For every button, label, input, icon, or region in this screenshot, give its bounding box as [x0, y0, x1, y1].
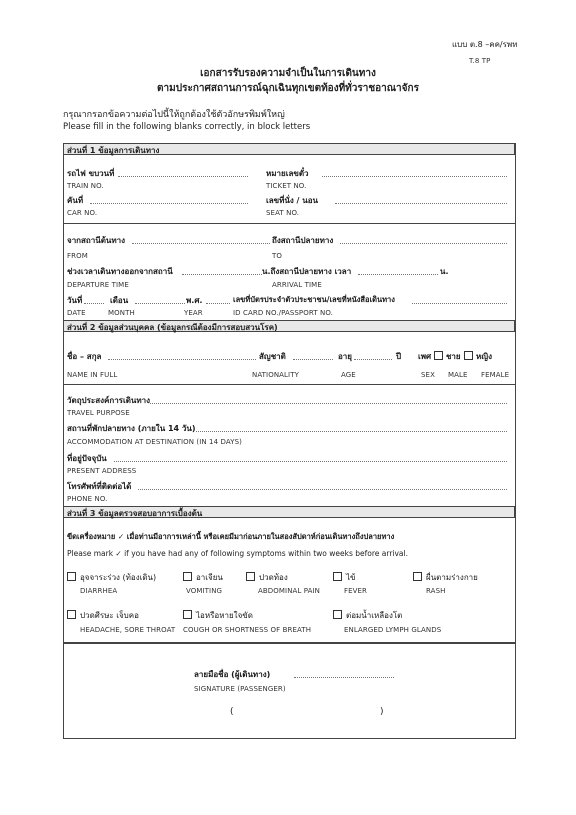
mark-instruction-th: ขีดเครื่องหมาย ✓ เมื่อท่านมีอาการเหล่านี้ หรือเคยมีมาก่อนภายในสองสัปดาห์ก่อนเดินทางถึงปลายทาง: [67, 532, 395, 541]
symptom-rash-th: ผื่นตามร่างกาย: [426, 573, 478, 582]
from-en: FROM: [67, 252, 88, 260]
purpose-en: TRAVEL PURPOSE: [67, 409, 130, 417]
arrival-label: น.ถึงสถานีปลายทาง เวลา: [262, 267, 352, 276]
symptom-vomiting-en: VOMITING: [186, 587, 223, 595]
age-label: อายุ: [338, 352, 352, 361]
symptom-vomiting-checkbox[interactable]: [183, 572, 192, 581]
mark-instruction-en: Please mark ✓ if you have had any of following symptoms within two weeks before arrival.: [67, 549, 408, 558]
arrival-field[interactable]: [358, 274, 438, 275]
signature-paren-open: (: [230, 707, 234, 717]
ticket-no-en: TICKET NO.: [266, 182, 307, 190]
title-line-1: เอกสารรับรองความจำเป็นในการเดินทาง: [200, 68, 376, 79]
accommodation-field[interactable]: [196, 431, 507, 432]
signature-label: ลายมือชื่อ (ผู้เดินทาง): [194, 670, 271, 679]
phone-field[interactable]: [138, 489, 507, 490]
instruction-en: Please fill in the following blanks correctly, in block letters: [63, 122, 311, 132]
accommodation-en: ACCOMMODATION AT DESTINATION (IN 14 DAYS): [67, 438, 242, 446]
arrival-en: ARRIVAL TIME: [272, 281, 322, 289]
address-label: ที่อยู่ปัจจุบัน: [67, 454, 107, 463]
printed-name-field[interactable]: [240, 716, 380, 717]
date-field[interactable]: [84, 303, 104, 304]
female-label: หญิง: [476, 352, 492, 361]
section-2-header: ส่วนที่ 2 ข้อมูลส่วนบุคคล (ข้อมูลกรณีต้องมีการสอบสวนโรค): [63, 320, 515, 332]
female-en: FEMALE: [481, 371, 510, 379]
signature-en: SIGNATURE (PASSENGER): [194, 685, 286, 693]
symptom-fever-en: FEVER: [344, 587, 368, 595]
seat-no-field[interactable]: [335, 203, 507, 204]
phone-en: PHONE NO.: [67, 495, 108, 503]
male-label: ชาย: [446, 352, 461, 361]
symptom-cough-checkbox[interactable]: [183, 610, 192, 619]
symptom-lymph-en: ENLARGED LYMPH GLANDS: [344, 626, 442, 634]
male-checkbox[interactable]: [434, 351, 443, 360]
year-en: YEAR: [184, 309, 203, 317]
form-code-en: T.8 TP: [469, 57, 491, 65]
accommodation-label: สถานที่พักปลายทาง (ภายใน 14 วัน): [67, 424, 196, 433]
instruction-th: กรุณากรอกข้อความต่อไปนี้ให้ถูกต้องใช้ตัวอักษรพิมพ์ใหญ่: [63, 110, 285, 120]
symptom-headache-checkbox[interactable]: [67, 610, 76, 619]
symptom-lymph-th: ต่อมน้ำเหลืองโต: [346, 611, 403, 620]
to-field[interactable]: [340, 243, 507, 244]
symptom-rash-checkbox[interactable]: [413, 572, 422, 581]
ticket-no-field[interactable]: [322, 176, 507, 177]
symptom-headache-th: ปวดศีรษะ เจ็บคอ: [80, 611, 139, 620]
section-3-header: ส่วนที่ 3 ข้อมูลตรวจสอบอาการเบื้องต้น: [63, 506, 515, 518]
name-en: NAME IN FULL: [67, 371, 118, 379]
id-field[interactable]: [412, 303, 507, 304]
departure-en: DEPARTURE TIME: [67, 281, 129, 289]
section-1-divider: [63, 223, 515, 224]
train-no-label: รถไฟ ขบวนที่: [67, 169, 115, 178]
year-field[interactable]: [206, 303, 230, 304]
date-label: วันที่: [67, 296, 83, 305]
signature-box: [63, 642, 516, 739]
car-no-field[interactable]: [90, 203, 248, 204]
train-no-field[interactable]: [118, 176, 248, 177]
from-label: จากสถานีต้นทาง: [67, 236, 126, 245]
symptom-diarrhea-checkbox[interactable]: [67, 572, 76, 581]
symptom-abdominal-th: ปวดท้อง: [259, 573, 288, 582]
seat-no-label: เลขที่นั่ง / นอน: [266, 196, 318, 205]
form-code: แบบ ต.8 –คค/รพท: [452, 40, 518, 49]
date-en: DATE: [67, 309, 86, 317]
month-en: MONTH: [108, 309, 135, 317]
car-no-en: CAR NO.: [67, 209, 98, 217]
symptom-vomiting-th: อาเจียน: [196, 573, 223, 582]
year-label: พ.ศ.: [186, 296, 203, 305]
male-en: MALE: [448, 371, 468, 379]
purpose-field[interactable]: [150, 403, 507, 404]
nationality-field[interactable]: [293, 359, 333, 360]
age-en: AGE: [341, 371, 356, 379]
to-en: TO: [272, 252, 282, 260]
symptom-cough-th: ไอหรือหายใจขัด: [196, 611, 253, 620]
symptom-fever-th: ไข้: [346, 573, 356, 582]
address-field[interactable]: [114, 461, 507, 462]
from-field[interactable]: [132, 243, 270, 244]
symptom-abdominal-checkbox[interactable]: [246, 572, 255, 581]
section-2-divider: [63, 384, 515, 385]
symptom-fever-checkbox[interactable]: [333, 572, 342, 581]
age-field[interactable]: [354, 359, 392, 360]
symptom-lymph-checkbox[interactable]: [333, 610, 342, 619]
seat-no-en: SEAT NO.: [266, 209, 300, 217]
month-label: เดือน: [110, 296, 129, 305]
car-no-label: คันที่: [67, 196, 84, 205]
name-field[interactable]: [108, 359, 256, 360]
train-no-en: TRAIN NO.: [67, 182, 104, 190]
nationality-en: NATIONALITY: [252, 371, 299, 379]
address-en: PRESENT ADDRESS: [67, 467, 137, 475]
to-label: ถึงสถานีปลายทาง: [272, 236, 334, 245]
phone-label: โทรศัพท์ที่ติดต่อได้: [67, 482, 132, 491]
ticket-no-label: หมายเลขตั๋ว: [266, 169, 309, 178]
month-field[interactable]: [135, 303, 185, 304]
signature-paren-close: ): [380, 707, 384, 717]
sex-en: SEX: [421, 371, 435, 379]
name-label: ชื่อ – สกุล: [67, 352, 102, 361]
symptom-diarrhea-th: อุจจาระร่วง (ท้องเดิน): [80, 573, 157, 582]
arrival-suffix: น.: [440, 267, 449, 276]
purpose-label: วัตถุประสงค์การเดินทาง: [67, 396, 151, 405]
nationality-label: สัญชาติ: [259, 352, 286, 361]
age-unit: ปี: [396, 352, 402, 361]
id-en: ID CARD NO./PASSPORT NO.: [233, 309, 334, 317]
symptom-abdominal-en: ABDOMINAL PAIN: [258, 587, 321, 595]
signature-field[interactable]: [294, 677, 394, 678]
sex-label: เพศ: [418, 352, 432, 361]
symptom-headache-en: HEADACHE, SORE THROAT: [80, 626, 176, 634]
departure-field[interactable]: [182, 274, 262, 275]
female-checkbox[interactable]: [464, 351, 473, 360]
symptom-rash-en: RASH: [426, 587, 446, 595]
departure-label: ช่วงเวลาเดินทางออกจากสถานี: [67, 267, 173, 276]
symptom-diarrhea-en: DIARRHEA: [80, 587, 118, 595]
section-1-header: ส่วนที่ 1 ข้อมูลการเดินทาง: [63, 143, 515, 155]
title-line-2: ตามประกาศสถานการณ์ฉุกเฉินทุกเขตท้องที่ทั่วราชอาณาจักร: [157, 83, 419, 94]
symptom-cough-en: COUGH OR SHORTNESS OF BREATH: [183, 626, 312, 634]
id-label: เลขที่บัตรประจำตัวประชาชน/เลขที่หนังสือเดินทาง: [233, 295, 395, 304]
